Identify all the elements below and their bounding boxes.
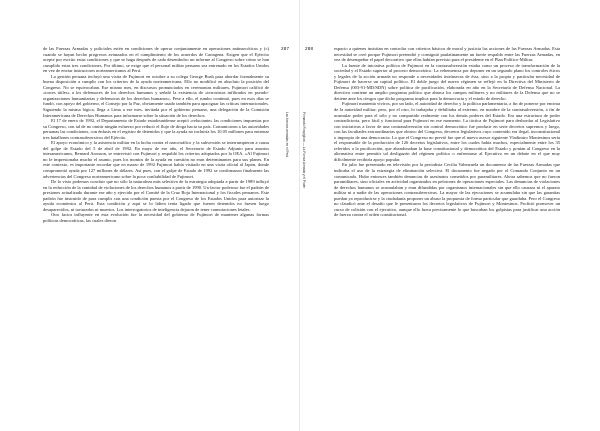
paragraph: En julio fue presentado en televisión por la periodista Cecilia Valenzuela un documento de las Fuerzas Armadas que indicaba el uso de la estrategia de eliminación selectiva. El documento fue negado por el Comando Conjunto en un comunicado. Hubo entonces también denuncias de asesinatos cometidos por paramilitares. Ahora sabemos que no fueron paramilitares, sino oficiales en actividad organizados en pelotones de operaciones especiales. Las denuncias de violaciones de derechos humanos se acumulaban y eran difundidas por organismos internacionales sin que ello causara ni el aparato militar ni a nadie de las operaciones contrasubversivas. La mayor de las ejecuciones se acumulaba sin que las garantías puedan ya reproducirse y la ciudadanía proponer un abuso la propuesta de forma particular que guardaba. Pero el Congreso no claudicó ante el desafío que le presentaron los decretos legislativos de Fujimori y Montesinos. Profirió promover un curso de colisión con el ejecutivo, aunque ello fuera precisamente lo que buscaban los golpistas para justificar una acción de fuerza contra el orden constitucional. — [334, 162, 560, 218]
left-text-column — [43, 46, 269, 224]
paragraph: espacio a quienes insistían en controlar con criterios básicos de moral y justicia las acciones de las Fuerzas Armadas. Esta necesidad se creó porque Fujimori pretendió y consiguió paulatinamente un fuerte respaldo entre las Fuerzas Armadas, en vez de desempeñar el papel decorativo que ellas habían previsto para el presidente en el Plan Político-Militar. — [334, 46, 560, 63]
paragraph: La gestión peruana incluyó una visita de Fujimori en octubre a su colega George Bush para abordar formalmente su buena disposición a cumplir con los criterios de la ayuda norteamericana. Ello no modificó en absoluto la posición del Congreso. No se equivocaban. Ese mismo mes, en discursos pronunciados en ceremonias militares, Fujimori calificó de «torres útiles» a los defensores de los derechos humanos y señaló la existencia de «terroristas infiltrados en pseudo-organizaciones humanitarias y defensoras de los derechos humanos». Pese a ello, el rumbo continuó, pues en esos días se fundó, con apoyo del gobierno, el Consejo por la Paz, obviamente usado también para apaciguar las críticas internacionales. Siguiendo la misma lógica, llega a Lima a ese mes, invitada por el gobierno peruano, una delegación de la Comisión Interamericana de Derechos Humanos para informarse sobre la situación de los derechos. — [43, 73, 269, 118]
right-page — [300, 0, 600, 431]
paragraph: De lo visto podemos concluir que no sólo la naturaleza más selectiva de la estrategia adoptada a partir de 1989 influyó en la reducción de la cantidad de violaciones de los derechos humanos a partir de 1990. Un factor poderoso fue el padrón de presiones actualizado durante ese año y ejercido por el Comité de la Cruz Roja Internacional y los fiscales peruanos. Este padrón fue instruido de para cumplir con una condición puesta por el Congreso de los Estados Unidos para autorizar la ayuda económica al Perú. Esta condición y aquí se lo lidien tenía ligado que fuesen detenidos no fuesen luego desaparecidos, ni torturados ni muertos. Los interrogatorios de inteligencia dejaron de tener connotaciones letales. — [43, 179, 269, 212]
paragraph: El 17 de enero de 1992, el Departamento de Estado estadounidense aceptó «reluctante» las condiciones impuestas por su Congreso, con tal de no omitir ningún esfuerzo por reducir el flujo de droga hacia su país. Comunicaron a las autoridades peruanas las condiciones, con énfasis en el registro de detenidos y que la ayuda no incluiría los 10.05 millones para entrenar tres batallones contrasubversivos del Ejército. — [43, 118, 269, 140]
right-text-column — [334, 46, 560, 218]
left-page-number: 287 — [281, 46, 290, 51]
right-running-head: Fernando Rospigliosi — La Fuerza Armada y el Poder — [302, 112, 306, 189]
paragraph: Otro factor influyente en esta evolución fue la necesidad del gobierno de Fujimori de mantener algunas formas políticas democráticas, las cuales dieron — [43, 212, 269, 223]
paragraph: de las Fuerzas Armadas y policiales estén en condiciones de operar conjuntamente en operaciones antinarcóticos y (c) cuando se hayan hecho progresos avanzados en el cumplimiento de los acuerdos de Cartagena. Exigen que el Ejército acepte por escrito estas condiciones y que se haga después de cada desembolso un informe al Congreso sobre cómo se han cumplido estas tres condiciones. Por último, se exige que el personal militar peruano sea entrenado en los Estados Unidos en vez de enviar instructores norteamericanos al Perú. — [43, 46, 269, 74]
paragraph: Fujimori mantenía viviros, por un lado, el autoridad de derecho y la política parlamentaria, a fin de ponerse por encima de la autoridad militar; pero, por el otro, lo trabajaba y debilitaba al extremo, en nombre de la contrasubversión, a fin de acumular poder para el sólo y no compartido realmente con los demás poderes del Estado. Era una estructura de poder contradictoria, pero fácil y funcional para Fujimori en ese momento. La táctica de Fujimori para desbordar al Legislativo con iniciativas a favor de una contrasubversión sin control democrático fue producir en serie decretos supremos y luego, con las facultades extraordinarias que obtuvo del Congreso, decretos legislativos cuyo contenido era ilegal, inconstitucional o impropio de una democracia. Lo que el Congreso no previó fue que el nuevo asesor siguiente Vladimiro Montesinos sería el responsable de la producción de 126 decretos legislativos, entre los cuales había muchos, especialmente entre los 35 referidos a la pacificación, que abandonaban la base constitucional y democrática del Estado y ponían al Congreso en la alternativa entre permitir tal desligazón del régimen político o enfrentarse al Ejecutivo en un debate en el que muy difícilmente recibiría apoyo popular. — [334, 101, 560, 162]
right-page-number: 288 — [305, 46, 314, 51]
paragraph: La fuente de iniciativa política de Fujimori en la contrasubversión estaba como un proceso de transformación de la sociedad y el Estado superior al proceso democrático. La vehemencia por deponer en un segundo plano los controles éticos y legales de la acción armada no responde a necesidades intrínsecas de ésta, sino a la propia y particular necesidad de Fujimori de hacerse un capital político. El doble juego del nuevo régimen se reflejó en la Directiva del Ministerio de Defensa (003-91-MD/SDN) sobre política de pacificación, elaborada en año en la Secretaría de Defensa Nacional. La directiva contiene un amplio programa político que abarca los campos militares y no militares de la Defensa que no se detiene ante los riesgos que dicho programa implica para la democracia y el estado de derecho. — [334, 62, 560, 101]
paragraph: El apoyo económico y la asistencia militar en la lucha contra el narcotráfico y la subversión se interrumpieron a causa del golpe de Estado del 5 de abril de 1992. En mayo de ese año, el Secretario de Estado Adjunto para asuntos interamericanos, Bernard Aronson, se entrevistó con Fujimori y respaldó los criterios adoptados por la OEA. «Al Fujimori no le impresionaba mucho el asunto, pues los montos de la ayuda en cuestión no eran determinantes para sus planes. En este contexto, es importante recordar que en marzo de 1992 Fujimori había visitado en una visita oficial al Japón, donde comprometió ayuda por 127 millones de dólares. Así pues, con el golpe de Estado de 1992 se confirmaron finalmente las advertencias del Congreso norteamericano sobre la poca confiabilidad de Fujimori. — [43, 140, 269, 179]
left-running-head: Las fuerzas armadas en el Perú — [285, 112, 289, 158]
